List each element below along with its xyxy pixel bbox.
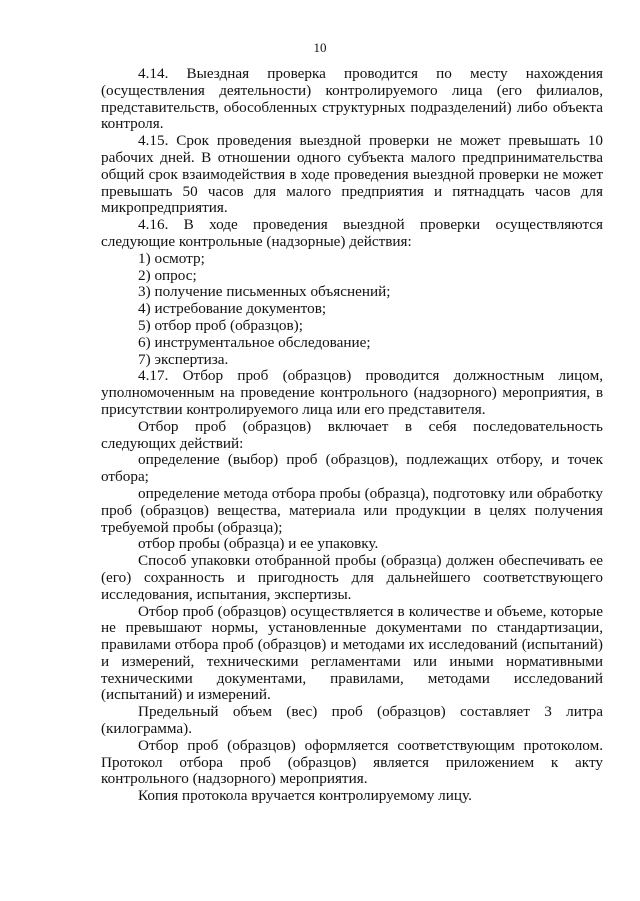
paragraph: Отбор проб (образцов) включает в себя последовательность следующих действий: [101,417,603,452]
paragraph: Способ упаковки отобранной пробы (образца) должен обеспечивать ее (его) сохранность и пригодность для дальнейшего соответствующего исследования, испытания, экспертизы. [101,552,603,603]
list-item: 6) инструментальное обследование; [138,333,371,351]
paragraph: определение метода отбора пробы (образца), подготовку или обработку проб (образцов) вещества, материала или продукции в целях получения требуемой пробы (образца); [101,484,603,536]
list-item: 3) получение письменных объяснений; [138,283,391,301]
paragraph: 4.14. Выездная проверка проводится по месту нахождения (осуществления деятельности) контролируемого лица (его филиалов, представительств, обособленных структурных подразделений) либо объекта контроля. [101,65,603,133]
paragraph: определение (выбор) проб (образцов), подлежащих отбору, и точек отбора; [101,451,603,486]
paragraph: отбор пробы (образца) и ее упаковку. [138,535,379,553]
paragraph: Предельный объем (вес) проб (образцов) составляет 3 литра (килограмма). [101,703,603,738]
list-item: 7) экспертиза. [138,350,229,368]
page-number: 10 [313,40,327,55]
list-item: 1) осмотр; [138,249,205,267]
paragraph: Копия протокола вручается контролируемому лицу. [138,787,472,805]
document-body [101,66,603,805]
paragraph: 4.15. Срок проведения выездной проверки не может превышать 10 рабочих дней. В отношении одного субъекта малого предпринимательства общий срок взаимодействия в ходе проведения выездной проверки не может превышать 50 часов для малого предприятия и пятнадцать часов для микропредприятия. [101,132,603,217]
list-item: 5) отбор проб (образцов); [138,316,303,334]
list-item: 2) опрос; [138,266,197,284]
list-item: 4) истребование документов; [138,300,327,318]
paragraph: 4.16. В ходе проведения выездной проверки осуществляются следующие контрольные (надзорные) действия: [101,216,603,250]
paragraph: Отбор проб (образцов) осуществляется в количестве и объеме, которые не превышают нормы, установленные документами по стандартизации, правилами отбора проб (образцов) и методами их исследований (испытаний) и измерений, техническими регламентами или иными нормативными техническими документами, правилами, методами исследований (испытаний) и измерений. [101,602,603,704]
paragraph: 4.17. Отбор проб (образцов) проводится должностным лицом, уполномоченным на проведение контрольного (надзорного) мероприятия, в присутствии контролируемого лица или его представителя. [101,367,603,418]
paragraph: Отбор проб (образцов) оформляется соответствующим протоколом. Протокол отбора проб (образцов) является приложением к акту контрольного (надзорного) мероприятия. [101,736,603,788]
